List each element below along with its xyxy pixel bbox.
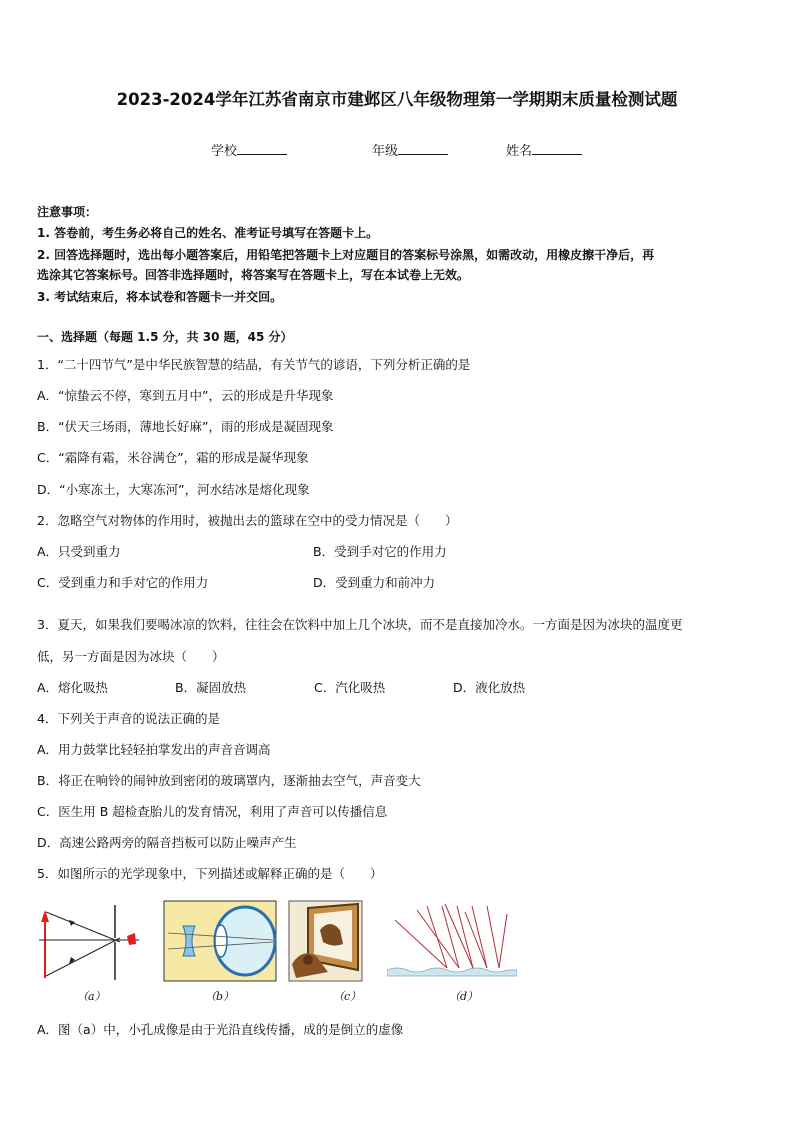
question-4-stem: 4．下列关于声音的说法正确的是 (37, 711, 220, 726)
figure-label: （c） (333, 990, 362, 1003)
school-label: 学校 (211, 144, 238, 159)
section-heading: 一、选择题（每题 1.5 分，共 30 题，45 分） (37, 330, 293, 344)
exam-title: 2023-2024学年江苏省南京市建邺区八年级物理第一学期期末质量检测试题 (116, 90, 678, 109)
figure-label: （a） (77, 990, 106, 1003)
school-blank[interactable] (237, 142, 287, 155)
light-ray (46, 938, 120, 976)
notice-heading: 注意事项： (37, 205, 98, 219)
figure-b-eye (163, 900, 278, 1003)
picture-illustration (288, 900, 363, 982)
figure-a-pinhole (35, 900, 145, 1003)
question-1-option-c: C．“霜降有霜，米谷满仓”，霜的形成是凝华现象 (37, 450, 309, 465)
figure-c-picture (288, 900, 363, 1003)
question-2-option-c: C．受到重力和手对它的作用力 (37, 575, 209, 590)
name-field[interactable] (506, 140, 582, 159)
notice-item: 2. 回答选择题时，选出每小题答案后，用铅笔把答题卡上对应题目的答案标号涂黑，如需改动，用橡皮擦干净后，再 (37, 248, 655, 262)
question-4-option-d: D．高速公路两旁的隔音挡板可以防止噪声产生 (37, 835, 297, 850)
question-2-stem: 2．忽略空气对物体的作用时，被抛出去的篮球在空中的受力情况是（ ） (37, 513, 458, 528)
question-3-option-a: A．熔化吸热 (37, 680, 109, 695)
eye-lens (215, 925, 227, 957)
question-5-figures (35, 900, 525, 1010)
question-3-option-d: D．液化放热 (453, 680, 526, 695)
question-2-option-b: B．受到手对它的作用力 (313, 544, 447, 559)
question-4-option-b: B．将正在响铃的闹钟放到密闭的玻璃罩内，逐渐抽去空气，声音变大 (37, 773, 421, 788)
question-2-option-a: A．只受到重力 (37, 544, 121, 559)
object-arrow (41, 910, 49, 978)
reflection-diagram (387, 900, 517, 982)
question-5-stem: 5．如图所示的光学现象中，下列描述或解释正确的是（ ） (37, 866, 383, 881)
pinhole-diagram (35, 900, 145, 990)
eye-diagram (163, 900, 278, 982)
image-arrow (127, 933, 136, 945)
question-1-option-b: B．“伏天三场雨，薄地长好麻”，雨的形成是凝固现象 (37, 419, 334, 434)
question-3-option-b: B．凝固放热 (175, 680, 247, 695)
name-label: 姓名 (506, 144, 533, 159)
grade-field[interactable] (372, 140, 448, 159)
question-1-option-d: D．“小寒冻土，大寒冻河”，河水结冰是熔化现象 (37, 482, 310, 497)
question-5-option-a: A．图（a）中，小孔成像是由于光沿直线传播，成的是倒立的虚像 (37, 1022, 404, 1037)
grade-label: 年级 (372, 144, 399, 159)
name-blank[interactable] (532, 142, 582, 155)
figure-d-reflection (387, 900, 517, 1003)
figure-label: （b） (205, 990, 235, 1003)
question-4-option-a: A．用力鼓掌比轻轻拍掌发出的声音音调高 (37, 742, 271, 757)
question-1-option-a: A．“惊蛰云不停，寒到五月中”，云的形成是升华现象 (37, 388, 334, 403)
question-1-stem: 1．“二十四节气”是中华民族智慧的结晶，有关节气的谚语，下列分析正确的是 (37, 357, 471, 372)
question-3-option-c: C．汽化吸热 (314, 680, 386, 695)
rough-surface (387, 968, 517, 976)
question-4-option-c: C．医生用 B 超检查胎儿的发育情况，利用了声音可以传播信息 (37, 804, 388, 819)
figure-label: （d） (449, 990, 479, 1003)
question-3-stem: 3．夏天，如果我们要喝冰凉的饮料，往往会在饮料中加上几个冰块，而不是直接加冷水。一方面是因为冰块的温度更 (37, 617, 683, 632)
notice-item: 1. 答卷前，考生务必将自己的姓名、准考证号填写在答题卡上。 (37, 226, 379, 240)
question-3-stem-cont: 低，另一方面是因为冰块（ ） (37, 649, 225, 664)
light-ray (46, 912, 120, 942)
school-field[interactable] (211, 140, 287, 159)
notice-item: 3. 考试结束后，将本试卷和答题卡一并交回。 (37, 290, 283, 304)
notice-item: 选涂其它答案标号。回答非选择题时，将答案写在答题卡上，写在本试卷上无效。 (37, 268, 470, 282)
grade-blank[interactable] (398, 142, 448, 155)
question-2-option-d: D．受到重力和前冲力 (313, 575, 436, 590)
